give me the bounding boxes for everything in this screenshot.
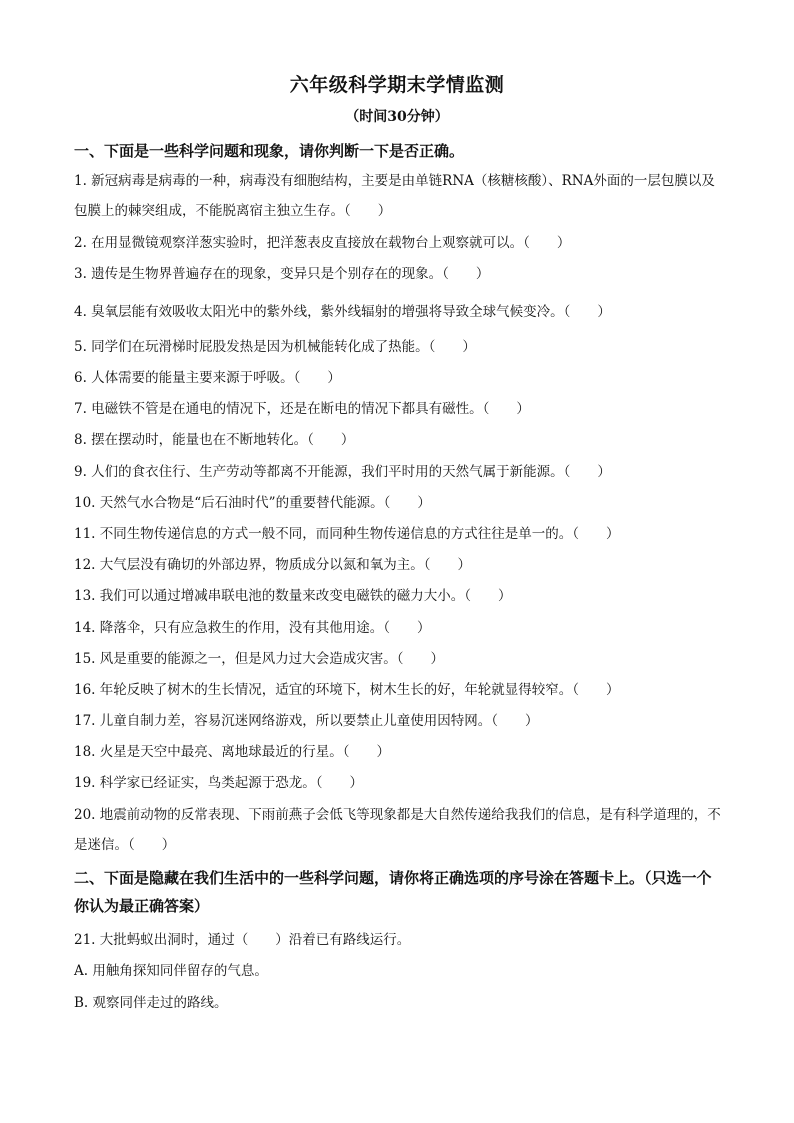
question-18: 18. 火星是天空中最亮、离地球最近的行星。（ ） <box>74 744 391 760</box>
question-5: 5. 同学们在玩滑梯时屁股发热是因为机械能转化成了热能。（ ） <box>74 339 476 355</box>
question-3: 3. 遗传是生物界普遍存在的现象，变异只是个别存在的现象。（ ） <box>74 266 490 282</box>
question-9: 9. 人们的食衣住行、生产劳动等都离不开能源，我们平时用的天然气属于新能源。（ ） <box>74 464 611 480</box>
question-14: 14. 降落伞，只有应急救生的作用，没有其他用途。（ ） <box>74 620 431 636</box>
question-15: 15. 风是重要的能源之一，但是风力过大会造成灾害。（ ） <box>74 651 445 667</box>
question-21: 21. 大批蚂蚁出洞时，通过（ ）沿着已有路线运行。 <box>74 932 411 948</box>
question-6: 6. 人体需要的能量主要来源于呼吸。（ ） <box>74 370 341 386</box>
page-subtitle: （时间30分钟） <box>345 109 449 125</box>
question-7: 7. 电磁铁不管是在通电的情况下，还是在断电的情况下都具有磁性。（ ） <box>74 401 530 417</box>
question-12: 12. 大气层没有确切的外部边界，物质成分以氮和氧为主。（ ） <box>74 557 472 573</box>
question-1: 1. 新冠病毒是病毒的一种，病毒没有细胞结构，主要是由单链RNA（核糖核酸）、RNA外面的一层包膜以及包膜上的棘突组成，不能脱离宿主独立生存。（ ） <box>74 173 715 219</box>
question-8: 8. 摆在摆动时，能量也在不断地转化。（ ） <box>74 432 355 448</box>
question-2: 2. 在用显微镜观察洋葱实验时，把洋葱表皮直接放在载物台上观察就可以。（ ） <box>74 235 571 251</box>
question-19: 19. 科学家已经证实，鸟类起源于恐龙。（ ） <box>74 775 364 791</box>
question-13: 13. 我们可以通过增减串联电池的数量来改变电磁铁的磁力大小。（ ） <box>74 588 512 604</box>
section-1-heading: 一、下面是一些科学问题和现象，请你判断一下是否正确。 <box>74 142 465 160</box>
question-11: 11. 不同生物传递信息的方式一般不同，而同种生物传递信息的方式往往是单一的。（ ） <box>74 526 620 542</box>
question-21-option-a: A. 用触角探知同伴留存的气息。 <box>74 963 268 979</box>
question-17: 17. 儿童自制力差，容易沉迷网络游戏，所以要禁止儿童使用因特网。（ ） <box>74 713 539 729</box>
section-2-heading: 二、下面是隐藏在我们生活中的一些科学问题，请你将正确选项的序号涂在答题卡上。（只选一个你认为最正确答案） <box>74 869 712 915</box>
page-title: 六年级科学期末学情监测 <box>289 74 505 96</box>
question-20: 20. 地震前动物的反常表现、下雨前燕子会低飞等现象都是大自然传递给我我们的信息，是有科学道理的，不是迷信。（ ） <box>74 807 721 853</box>
question-16: 16. 年轮反映了树木的生长情况，适宜的环境下，树木生长的好，年轮就显得较窄。（ ） <box>74 682 620 698</box>
question-4: 4. 臭氧层能有效吸收太阳光中的紫外线，紫外线辐射的增强将导致全球气候变冷。（ ） <box>74 304 611 320</box>
question-10: 10. 天然气水合物是“后石油时代”的重要替代能源。（ ） <box>74 495 431 511</box>
question-21-option-b: B. 观察同伴走过的路线。 <box>74 995 228 1011</box>
